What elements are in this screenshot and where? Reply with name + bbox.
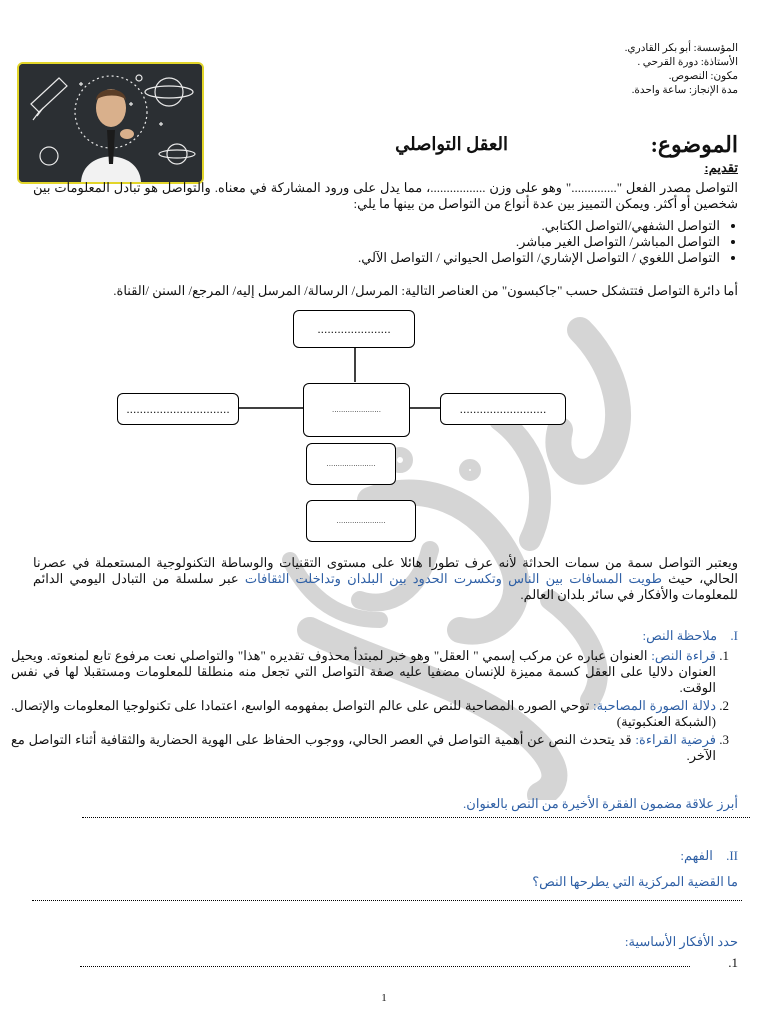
section-2-numeral: II.	[726, 848, 738, 863]
diagram-box-left: ...............................	[117, 393, 239, 425]
list-item: • التواصل الشفهي/التواصل الكتابي.	[20, 218, 720, 234]
modernity-text-before: ويعتبر التواصل سمة من سمات الحداثة لأنه عرف تطورا هائلا على مستوى التقنيات والوساطة التكنولوجية المستعملة في عصرنا الحالي، حيث	[33, 555, 739, 586]
item-text: توحي الصوره المصاحبة للنص على عالم التواصل بمفهومه الواسع، اعتمادا على تكنولوجيا المعلومات والإتصال.(الشبكة العنكبوتية)	[11, 698, 716, 729]
section-2-question-2: حدد الأفكار الأساسية:	[624, 934, 738, 949]
item-text: قد يتحدث النص عن أهمية التواصل في العصر الحالي، ووجوب الحفاظ على الهوية الحضارية والثقافية أثناء التواصل مع الآخر.	[11, 732, 716, 763]
item-label: قراءة النص:	[651, 648, 716, 663]
diagram-box-below-2: ......................	[306, 500, 416, 542]
modernity-highlight: طويت المسافات بين الناس وتكسرت الحدود بين البلدان وتداخلت الثقافات	[244, 571, 662, 586]
component-line: مكون: النصوص.	[668, 71, 738, 82]
section-2-heading	[680, 848, 738, 864]
subject-value: العقل التواصلي	[395, 134, 508, 154]
teacher-line: الأستاذة: دورة القرحي .	[637, 57, 738, 68]
list-item: • التواصل اللغوي / التواصل الإشاري/ التواصل الحيواني / التواصل الآلي.	[20, 250, 720, 266]
jakobson-paragraph: أما دائرة التواصل فتتشكل حسب "جاكبسون" من العناصر التالية: المرسل/ الرسالة/ المرسل إليه/ المرجع/ السنن /القناة.	[113, 283, 738, 298]
answer-line-1[interactable]	[82, 815, 750, 818]
section-1-question: أبرز علاقة مضمون الفقرة الأخيرة من النص بالعنوان.	[463, 796, 738, 811]
answer-line-2[interactable]	[32, 898, 742, 901]
diagram-box-center: ......................	[303, 383, 410, 437]
item-label: فرضية القراءة:	[635, 732, 716, 747]
section-1-title: ملاحظة النص:	[642, 628, 718, 643]
duration-line: مدة الإنجاز: ساعة واحدة.	[631, 85, 738, 96]
section-2-question-1: ما القضية المركزية التي يطرحها النص؟	[532, 874, 738, 889]
diagram-box-right: ..........................	[440, 393, 566, 425]
intro-label: تقديم:	[704, 160, 738, 175]
subject-label: الموضوع:	[650, 132, 738, 157]
item-text: العنوان عباره عن مركب إسمي " العقل" وهو خبر لمبتدأ محذوف تقديره "هذا" والتواصلي نعت مرفوع تابع لمنعوته. ويحيل العنوان دلاليا على العقل كسمة مميزة للإنسان مضفيا عليه صفة التواصل التي تجعل منه منطلقا للمعلومات ومستقبلا لها في نفس الوقت.	[11, 648, 717, 695]
section-1-numeral: I.	[730, 628, 738, 643]
ideas-item-number: 1.	[728, 955, 738, 970]
list-item	[11, 698, 716, 730]
diagram-box-below-1: ......................	[306, 443, 396, 485]
list-item	[11, 648, 716, 696]
section-2-title: الفهم:	[680, 848, 713, 863]
page-number: 1	[381, 992, 387, 1004]
intro-paragraph: التواصل مصدر الفعل ".............." وهو على وزن .................، مما يدل على ورود المشاركة في معناه. والتواصل هو تبادل المعلومات بين شخصين أو أكثر. ويمكن التمييز بين عدة أنواع من التواصل من بينها ما يلي:	[33, 180, 738, 211]
institution-line: المؤسسة: أبو بكر القادري.	[624, 43, 738, 54]
modernity-paragraph	[33, 555, 738, 603]
modernity-text-after: عبر سلسلة من التبادل اليومي الدائم للمعلومات والأفكار في سائر بلدان العالم.	[33, 571, 738, 602]
item-label: دلالة الصورة المصاحبة:	[593, 698, 716, 713]
diagram-box-top: ......................	[293, 310, 415, 348]
section-1-heading	[642, 628, 738, 644]
answer-line-3[interactable]	[80, 964, 690, 967]
observation-list	[11, 648, 738, 766]
list-item: • التواصل المباشر/ التواصل الغير مباشر.	[20, 234, 720, 250]
list-item	[11, 732, 716, 764]
